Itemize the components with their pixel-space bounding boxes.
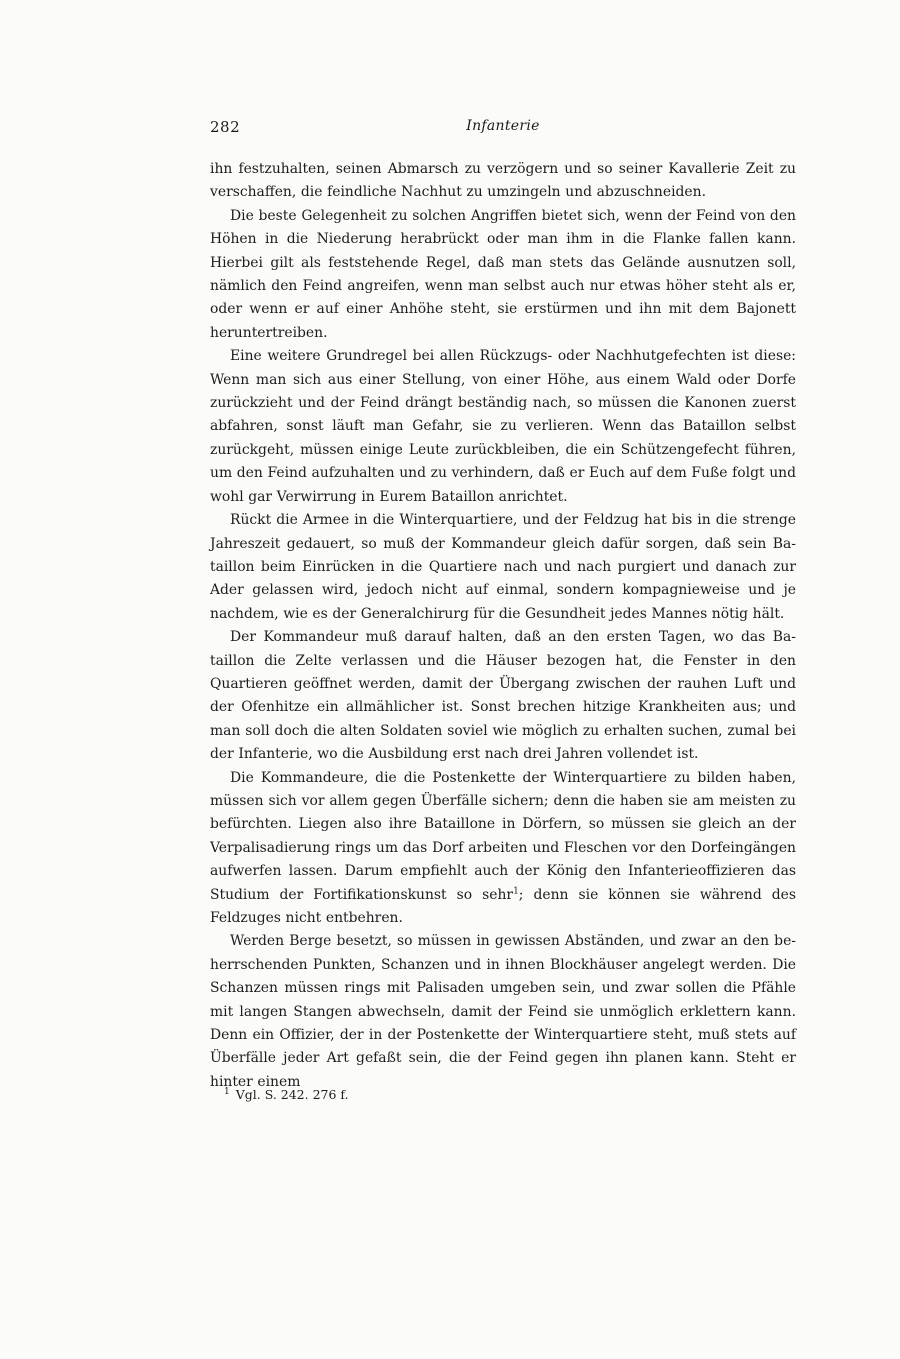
paragraph-with-footnote-ref — [210, 767, 796, 931]
footnote-reference[interactable]: 1 — [513, 885, 519, 896]
paragraph: Eine weitere Grundregel bei allen Rückzugs- oder Nachhutgefechten ist diese: Wenn man sich aus einer Stellung, von einer Höhe, aus einem Wald oder Dorfe zurückzieht und der Feind drängt beständig nach, so müssen die Kanonen zuerst abfahren, sonst läuft man Gefahr, sie zu verlieren. Wenn das Bataillon selbst zurückgeht, müssen einige Leute zurückbleiben, die ein Schützengefecht führen, um den Feind aufzuhalten und zu verhindern, daß er Euch auf dem Fuße folgt und wohl gar Verwirrung in Eurem Bataillon anrichtet. — [210, 348, 796, 505]
footnote-text: Vgl. S. 242. 276 f. — [235, 1087, 349, 1103]
paragraph: Die beste Gelegenheit zu solchen Angriffen bietet sich, wenn der Feind von den Höhen in die Niederung herabrückt oder man ihm in die Flanke fallen kann. Hierbei gilt als feststehende Regel, daß man stets das Gelände ausnutzen soll, nämlich den Feind angreifen, wenn man selbst auch nur etwas höher steht als er, oder wenn er auf einer Anhöhe steht, sie erstürmen und ihn mit dem Bajonett heruntertreiben. — [210, 207, 796, 341]
paragraph-text-before-ref: Die Kommandeure, die die Postenkette der Winterquartiere zu bilden haben, müssen sich vor allem gegen Überfälle sichern; denn die haben sie am meisten zu befürchten. Liegen also ihre Bataillone in Dörfern, so müssen sie gleich an der Verpalisadierung rings um das Dorf arbeiten und Fleschen vor den Dorfeingängen aufwerfen lassen. Darum empfiehlt auch der König den Infanterieoffizieren das Studium der Fortifikationskunst so sehr — [210, 769, 796, 903]
body-text — [210, 158, 796, 1094]
page-header — [210, 118, 796, 140]
footnote — [224, 1083, 784, 1104]
paragraph-continued: ihn festzuhalten, seinen Abmarsch zu verzögern und so seiner Kavallerie Zeit zu verschaffen, die feindliche Nachhut zu umzingeln und abzuschneiden. — [210, 161, 796, 201]
paragraph: Rückt die Armee in die Winterquartiere, und der Feldzug hat bis in die strenge Jahreszeit gedauert, so muß der Kommandeur gleich dafür sorgen, daß sein Bataillon beim Einrücken in die Quartiere nach und nach purgiert und danach zur Ader gelassen wird, jedoch nicht auf einmal, sondern kompagnieweise und je nachdem, wie es der Generalchirurg für die Gesundheit jedes Mannes nötig hält. — [210, 512, 796, 622]
paragraph-text-after-ref: ; denn sie können sie während des Feldzuges nicht entbehren. — [210, 886, 796, 926]
paragraph-continues-next-page: Werden Berge besetzt, so müssen in gewissen Abständen, und zwar an den beherrschenden Punkten, Schanzen und in ihnen Blockhäuser angelegt werden. Die Schanzen müssen rings mit Palisaden umgeben sein, und zwar sollen die Pfähle mit langen Stangen abwechseln, damit der Feind sie unmöglich erklettern kann. Denn ein Offizier, der in der Postenkette der Winterquartiere steht, muß stets auf Überfälle jeder Art gefaßt sein, die der Feind gegen ihn planen kann. Steht er hinter einem — [210, 933, 796, 1090]
running-title: Infanterie — [466, 118, 540, 134]
footnote-mark: 1 — [224, 1087, 230, 1097]
paragraph: Der Kommandeur muß darauf halten, daß an den ersten Tagen, wo das Bataillon die Zelte verlassen und die Häuser bezogen hat, die Fenster in den Quartieren geöffnet werden, damit der Übergang zwischen der rauhen Luft und der Ofenhitze ein allmählicher ist. Sonst brechen hitzige Krankheiten aus; und man soll doch die alten Soldaten soviel wie möglich zu erhalten suchen, zumal bei der Infanterie, wo die Ausbildung erst nach drei Jahren vollendet ist. — [210, 629, 796, 763]
page-number: 282 — [210, 118, 241, 136]
